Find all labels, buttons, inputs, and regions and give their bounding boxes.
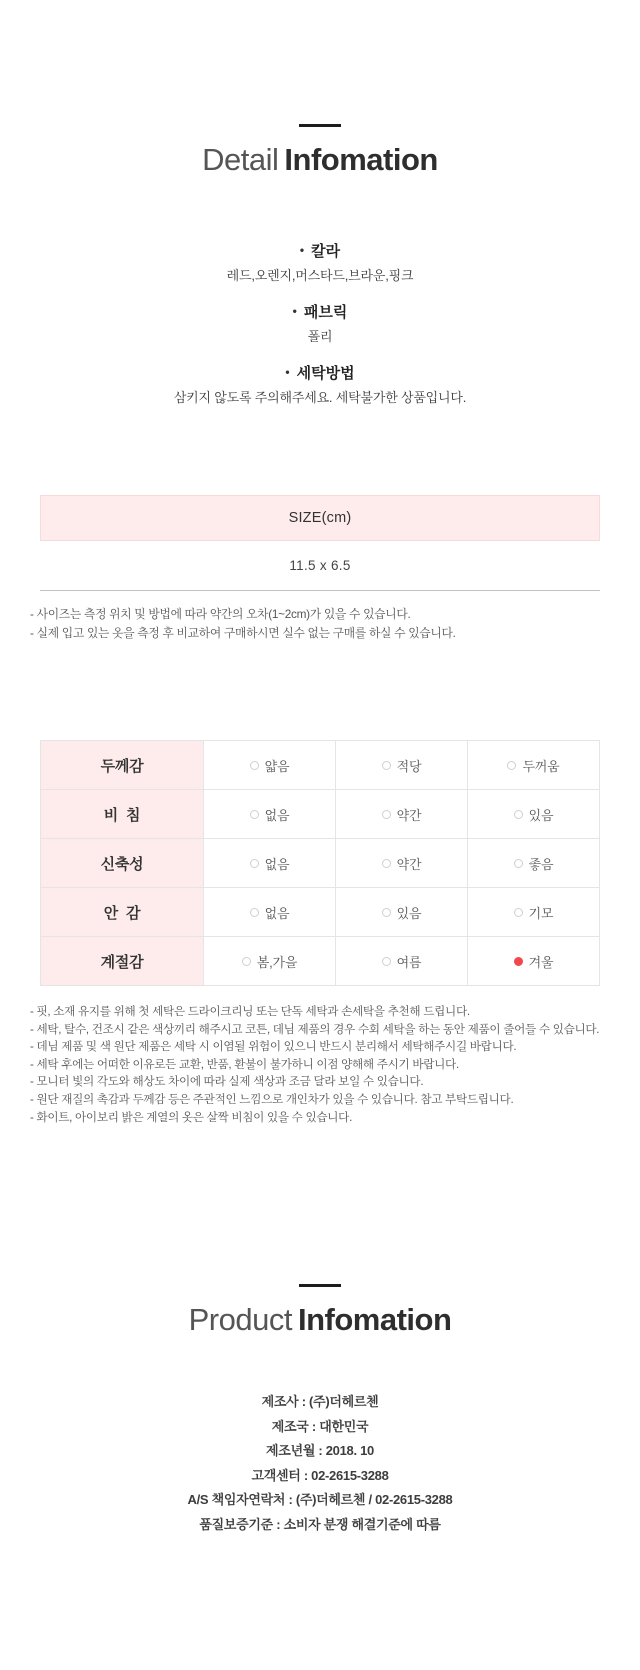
radio-icon[interactable]	[250, 761, 259, 770]
radio-icon[interactable]	[382, 957, 391, 966]
spec-option-label: 있음	[396, 905, 422, 921]
spec-option[interactable]	[203, 888, 335, 936]
size-table-value: 11.5 x 6.5	[40, 541, 600, 591]
spec-option-label: 여름	[396, 954, 422, 970]
spec-option-label: 좋음	[528, 856, 554, 872]
radio-icon[interactable]	[514, 957, 523, 966]
spec-row-sheerness	[41, 790, 599, 839]
size-table-header: SIZE(cm)	[40, 495, 600, 541]
info-label-text: 칼라	[311, 243, 341, 260]
spec-option-label: 봄,가을	[256, 954, 298, 970]
info-value: 폴리	[307, 329, 333, 344]
detail-section-title	[0, 142, 640, 178]
divider-dash	[299, 124, 341, 127]
spec-option-label: 약간	[396, 856, 422, 872]
radio-icon[interactable]	[250, 810, 259, 819]
spec-option[interactable]	[203, 937, 335, 985]
spec-row-stretch	[41, 839, 599, 888]
info-label	[0, 303, 640, 321]
divider-dash	[299, 1284, 341, 1287]
product-info-line-as-contact: A/S 책임자연락처 : (주)더헤르첸 / 02-2615-3288	[187, 1492, 453, 1508]
product-info-line-country: 제조국 : 대한민국	[271, 1418, 369, 1434]
care-note-line: - 원단 재질의 촉감과 두께감 등은 주관적인 느낌으로 개인차가 있을 수 있습니다. 참고 부탁드립니다.	[30, 1092, 514, 1106]
spec-row-season	[41, 937, 599, 986]
radio-icon[interactable]	[250, 908, 259, 917]
spec-row-label: 신축성	[41, 839, 203, 887]
radio-icon[interactable]	[514, 810, 523, 819]
spec-option[interactable]	[335, 741, 467, 789]
care-note-line: - 세탁 후에는 어떠한 이유로든 교환, 반품, 환불이 불가하니 이점 양해해 주시기 바랍니다.	[30, 1057, 459, 1071]
spec-option-label: 적당	[396, 758, 422, 774]
info-label	[0, 242, 640, 260]
title-light-text: Detail	[202, 142, 279, 177]
radio-icon[interactable]	[382, 908, 391, 917]
spec-row-lining	[41, 888, 599, 937]
spec-row-label: 비 침	[41, 790, 203, 838]
care-notes	[30, 1003, 610, 1126]
spec-option-label: 얇음	[264, 758, 290, 774]
spec-row-label: 안 감	[41, 888, 203, 936]
spec-option-label: 겨울	[528, 954, 554, 970]
spec-option[interactable]	[467, 839, 599, 887]
care-note-line: - 데님 제품 및 색 원단 제품은 세탁 시 이염될 위험이 있으니 반드시 분리해서 세탁해주시길 바랍니다.	[30, 1040, 517, 1054]
info-item-wash	[0, 364, 640, 406]
size-note-line: - 사이즈는 측정 위치 및 방법에 따라 약간의 오차(1~2cm)가 있을 수 있습니다.	[30, 607, 411, 621]
care-note-line: - 화이트, 아이보리 밝은 계열의 옷은 살짝 비침이 있을 수 있습니다.	[30, 1110, 353, 1124]
info-value: 레드,오렌지,머스타드,브라운,핑크	[226, 268, 414, 283]
detail-info-list	[0, 242, 640, 406]
spec-table	[40, 740, 600, 986]
product-info-list	[0, 1390, 640, 1537]
info-value: 삼키지 않도록 주의해주세요. 세탁불가한 상품입니다.	[173, 390, 467, 405]
spec-option-label: 두꺼움	[522, 758, 560, 774]
title-bold-text: Infomation	[284, 142, 438, 177]
spec-option[interactable]	[203, 839, 335, 887]
product-info-line-manufacturer: 제조사 : (주)더헤르첸	[261, 1394, 379, 1410]
spec-option-label: 약간	[396, 807, 422, 823]
size-notes	[30, 605, 610, 643]
care-note-line: - 핏, 소재 유지를 위해 첫 세탁은 드라이크리닝 또는 단독 세탁과 손세탁을 추천해 드립니다.	[30, 1005, 470, 1018]
size-table	[40, 495, 600, 591]
radio-icon[interactable]	[382, 859, 391, 868]
spec-option[interactable]	[467, 790, 599, 838]
care-note-line: - 모니터 빛의 각도와 해상도 차이에 따라 실제 색상과 조금 달라 보일 수 있습니다.	[30, 1075, 424, 1089]
info-item-fabric	[0, 303, 640, 345]
title-bold-text: Infomation	[297, 1302, 452, 1338]
radio-icon[interactable]	[514, 908, 523, 917]
bullet-icon: •	[299, 243, 305, 257]
product-header	[0, 1126, 640, 1338]
radio-icon[interactable]	[507, 761, 516, 770]
info-label-text: 패브릭	[303, 304, 348, 321]
spec-option[interactable]	[203, 741, 335, 789]
care-note-line: - 세탁, 탈수, 건조시 같은 색상끼리 해주시고 코튼, 데님 제품의 경우 수회 세탁을 하는 동안 제품이 줄어들 수 있습니다.	[30, 1022, 600, 1036]
spec-option[interactable]	[335, 790, 467, 838]
spec-option[interactable]	[467, 937, 599, 985]
product-info-line-date: 제조년월 : 2018. 10	[266, 1443, 374, 1459]
product-info-line-cs-center: 고객센터 : 02-2615-3288	[251, 1467, 389, 1483]
spec-option-label: 기모	[528, 905, 554, 921]
radio-icon[interactable]	[242, 957, 251, 966]
info-item-color	[0, 242, 640, 284]
spec-option-label: 있음	[528, 807, 554, 823]
spec-option-label: 없음	[264, 905, 290, 921]
spec-row-thickness	[41, 741, 599, 790]
spec-option-label: 없음	[264, 807, 290, 823]
product-section-title	[0, 1302, 640, 1338]
spec-option[interactable]	[467, 888, 599, 936]
product-info-line-warranty: 품질보증기준 : 소비자 분쟁 해결기준에 따름	[199, 1516, 441, 1532]
spec-row-label: 두께감	[41, 741, 203, 789]
info-label	[0, 364, 640, 382]
title-light-text: Product	[188, 1302, 292, 1338]
info-label-text: 세탁방법	[296, 365, 355, 382]
radio-icon[interactable]	[382, 810, 391, 819]
detail-header	[0, 0, 640, 178]
spec-option-label: 없음	[264, 856, 290, 872]
radio-icon[interactable]	[250, 859, 259, 868]
radio-icon[interactable]	[514, 859, 523, 868]
bullet-icon: •	[292, 304, 297, 318]
size-note-line: - 실제 입고 있는 옷을 측정 후 비교하여 구매하시면 실수 없는 구매를 하실 수 있습니다.	[30, 626, 456, 640]
spec-option[interactable]	[203, 790, 335, 838]
bullet-icon: •	[285, 365, 290, 379]
spec-option[interactable]	[467, 741, 599, 789]
spec-option[interactable]	[335, 937, 467, 985]
spec-option[interactable]	[335, 888, 467, 936]
spec-option[interactable]	[335, 839, 467, 887]
spec-row-label: 계절감	[41, 937, 203, 985]
radio-icon[interactable]	[382, 761, 391, 770]
